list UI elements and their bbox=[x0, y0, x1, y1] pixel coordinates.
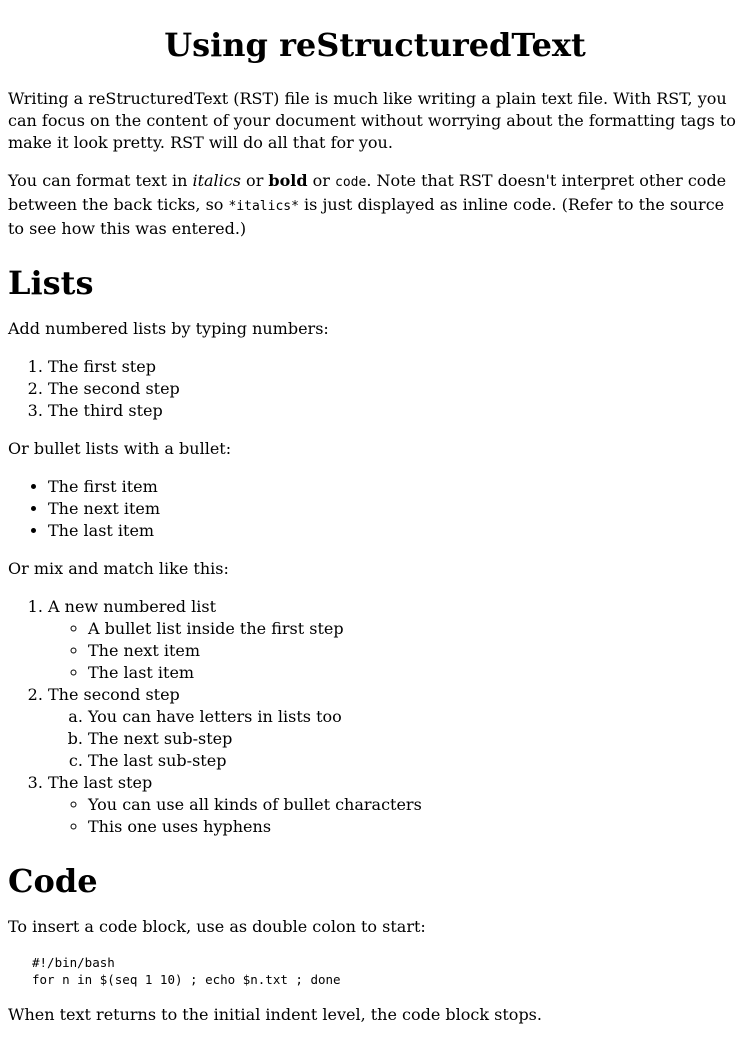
formatting-paragraph bbox=[8, 170, 742, 240]
list-item: 1. The first step bbox=[48, 356, 742, 378]
code-block bbox=[32, 954, 742, 988]
code-example: code bbox=[335, 175, 367, 190]
list-item: • The last item bbox=[48, 520, 742, 542]
list-item: b. The next sub-step bbox=[88, 728, 742, 750]
mixed-list bbox=[8, 596, 742, 838]
mixed-list-intro: Or mix and match like this: bbox=[8, 559, 229, 578]
bold-example: bold bbox=[268, 171, 308, 190]
code-line: for n in $(seq 1 10) ; echo $n.txt ; done bbox=[32, 972, 341, 987]
inline-code-italics: *italics* bbox=[228, 199, 299, 214]
list-item: 2. The second step bbox=[48, 378, 742, 400]
list-item: c. The last sub-step bbox=[88, 750, 742, 772]
list-item: ◦ A bullet list inside the first step bbox=[88, 618, 742, 640]
list-item bbox=[48, 596, 742, 684]
list-item: ◦ The last item bbox=[88, 662, 742, 684]
list-item: a. You can have letters in lists too bbox=[88, 706, 742, 728]
nested-lettered-list bbox=[48, 706, 742, 772]
nested-bullet-list bbox=[48, 618, 742, 684]
lists-heading: Lists bbox=[8, 264, 94, 302]
list-item-label: The second step bbox=[48, 685, 180, 704]
list-item: • The first item bbox=[48, 476, 742, 498]
bullet-list-intro: Or bullet lists with a bullet: bbox=[8, 439, 232, 458]
code-line: #!/bin/bash bbox=[32, 955, 115, 970]
list-item: 3. The third step bbox=[48, 400, 742, 422]
list-item: ◦ You can use all kinds of bullet characters bbox=[88, 794, 742, 816]
bullet-list bbox=[8, 476, 742, 542]
formatting-text-2: or bbox=[240, 171, 269, 190]
page-title: Using reStructuredText bbox=[164, 26, 586, 64]
numbered-list-intro: Add numbered lists by typing numbers: bbox=[8, 319, 329, 338]
formatting-text-3: or bbox=[307, 171, 335, 190]
list-item: ◦ The next item bbox=[88, 640, 742, 662]
formatting-text-1: You can format text in bbox=[8, 171, 193, 190]
formatting-text-4: . Note that RST doesn't interpret other code between the back ticks, so bbox=[8, 171, 727, 214]
formatting-text-5: is just displayed as inline code. (Refer to the source to see how this was entered.) bbox=[8, 195, 725, 238]
code-outro: When text returns to the initial indent level, the code block stops. bbox=[8, 1005, 542, 1024]
list-item: • The next item bbox=[48, 498, 742, 520]
numbered-list bbox=[8, 356, 742, 422]
italics-example: italics bbox=[192, 171, 241, 190]
list-item-label: The last step bbox=[48, 773, 153, 792]
code-intro: To insert a code block, use as double colon to start: bbox=[8, 917, 426, 936]
code-heading: Code bbox=[8, 862, 98, 900]
nested-bullet-list bbox=[48, 794, 742, 838]
list-item bbox=[48, 684, 742, 772]
list-item-label: A new numbered list bbox=[48, 597, 217, 616]
list-item bbox=[48, 772, 742, 838]
intro-paragraph: Writing a reStructuredText (RST) file is much like writing a plain text file. With RST, you can focus on the content of your document without worrying about the formatting tags to make it look pretty. RST will do all that for you. bbox=[8, 89, 736, 152]
list-item: ◦ This one uses hyphens bbox=[88, 816, 742, 838]
